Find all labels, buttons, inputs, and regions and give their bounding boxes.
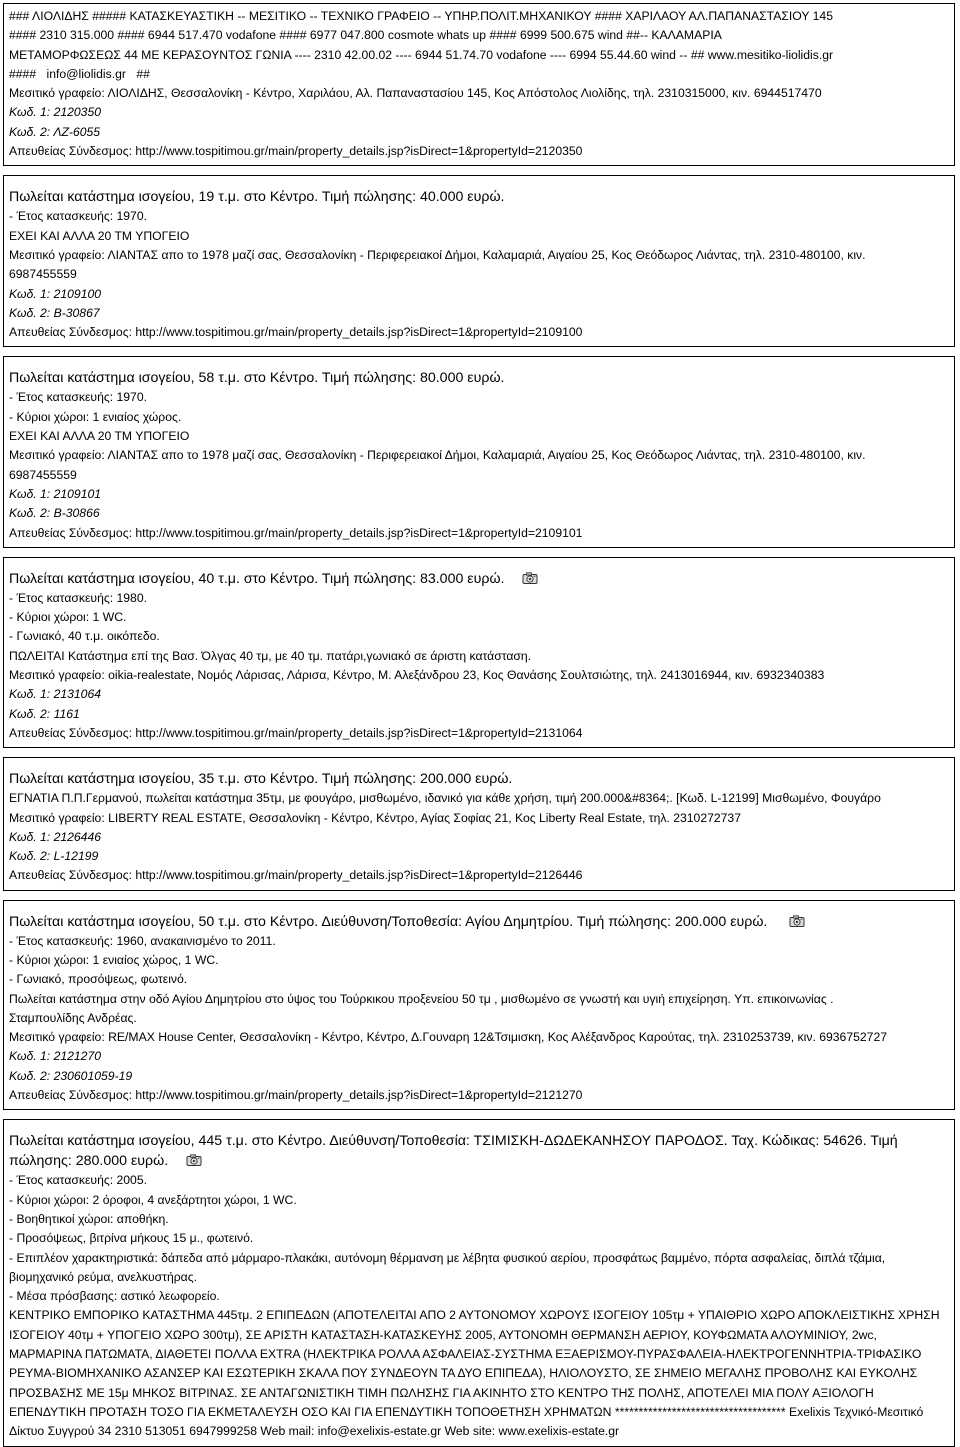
listing-description: ΕΓΝΑΤΙΑ Π.Π.Γερμανού, πωλείται κατάστημα 35τμ, με φουγάρο, μισθωμένο, ιδανικό για κάθε χρήση, τιμή 200.000&#8364;. [Κωδ. L-12199] Μισθωμένο, Φουγάρο bbox=[9, 791, 881, 806]
listing-detail: - Έτος κατασκευής: 1970. bbox=[9, 209, 147, 224]
listing-title: Πωλείται κατάστημα ισογείου, 35 τ.μ. στο Κέντρο. Τιμή πώλησης: 200.000 ευρώ. bbox=[9, 771, 513, 788]
direct-link[interactable]: Απευθείας Σύνδεσμος: http://www.tospitimou.gr/main/property_details.jsp?isDirect=1&propertyId=2109100 bbox=[9, 325, 583, 340]
listing bbox=[3, 1119, 955, 1446]
office-info: Μεσιτικό γραφείο: RE/MAX House Center, Θεσσαλονίκη - Κέντρο, Κέντρο, Δ.Γουναρη 12&Τσιμισκη, Κος Αλέξανδρος Καρούτας, τηλ. 2310253739, κιν. 6936752727 bbox=[9, 1030, 888, 1045]
listing-title: Πωλείται κατάστημα ισογείου, 50 τ.μ. στο Κέντρο. Διεύθυνση/Τοποθεσία: Αγίου Δημητρίου. Τιμή πώλησης: 200.000 ευρώ. bbox=[9, 913, 768, 930]
direct-link[interactable]: Απευθείας Σύνδεσμος: http://www.tospitimou.gr/main/property_details.jsp?isDirect=1&propertyId=2121270 bbox=[9, 1088, 583, 1103]
direct-link[interactable]: Απευθείας Σύνδεσμος: http://www.tospitimou.gr/main/property_details.jsp?isDirect=1&propertyId=2126446 bbox=[9, 868, 583, 883]
header-line: #### 2310 315.000 #### 6944 517.470 vodafone #### 6977 047.800 cosmote whats up #### 6999 500.675 wind ##-- ΚΑΛΑΜΑΡΙΑ bbox=[9, 28, 722, 43]
code-2: Κωδ. 2: ΛΖ-6055 bbox=[9, 124, 101, 139]
code-1: Κωδ. 1: 2126446 bbox=[9, 829, 102, 844]
listing-detail: - Κύριοι χώροι: 2 όροφοι, 4 ανεξάρτητοι χώροι, 1 WC. bbox=[9, 1192, 297, 1207]
document-page bbox=[3, 3, 955, 1447]
header-box bbox=[3, 3, 955, 166]
listing-detail: ΕΧΕΙ ΚΑΙ ΑΛΛΑ 20 ΤΜ ΥΠΟΓΕΙΟ bbox=[9, 429, 190, 444]
header-email-line: #### info@liolidis.gr ## bbox=[9, 66, 150, 81]
direct-link[interactable]: Απευθείας Σύνδεσμος: http://www.tospitimou.gr/main/property_details.jsp?isDirect=1&propertyId=2131064 bbox=[9, 725, 583, 740]
listing-title: Πωλείται κατάστημα ισογείου, 58 τ.μ. στο Κέντρο. Τιμή πώλησης: 80.000 ευρώ. bbox=[9, 370, 505, 387]
listing-detail: - Προσόψεως, βιτρίνα μήκους 15 μ., φωτεινό. bbox=[9, 1231, 254, 1246]
listing bbox=[3, 900, 955, 1111]
listing-detail: - Μέσα πρόσβασης: αστικό λεωφορείο. bbox=[9, 1289, 220, 1304]
office-info: Μεσιτικό γραφείο: ΛΙΟΛΙΔΗΣ, Θεσσαλονίκη - Κέντρο, Χαριλάου, Αλ. Παπαναστασίου 145, Κος Απόστολος Λιολίδης, τηλ. 2310315000, κιν. 6944517470 bbox=[9, 86, 822, 101]
listing bbox=[3, 757, 955, 890]
code-1: Κωδ. 1: 2120350 bbox=[9, 105, 102, 120]
office-info: Μεσιτικό γραφείο: ΛΙΑΝΤΑΣ απο το 1978 μαζί σας, Θεσσαλονίκη - Περιφερειακοί Δήμοι, Καλαμαριά, Αιγαίου 25, Κος Θεόδωρος Λιάντας, τηλ. 2310-480100, κιν. bbox=[9, 247, 866, 262]
listing-title-row bbox=[9, 912, 949, 932]
listing-detail: - Κύριοι χώροι: 1 WC. bbox=[9, 610, 127, 625]
code-1: Κωδ. 1: 2109100 bbox=[9, 286, 102, 301]
listing-detail: - Γωνιακό, 40 τ.μ. οικόπεδο. bbox=[9, 629, 160, 644]
code-1: Κωδ. 1: 2109101 bbox=[9, 486, 102, 501]
listing-title: Πωλείται κατάστημα ισογείου, 19 τ.μ. στο Κέντρο. Τιμή πώλησης: 40.000 ευρώ. bbox=[9, 189, 505, 206]
listing-description: Πωλείται κατάστημα στην οδό Αγίου Δημητρίου στο ύψος του Τούρκικου προξενείου 50 τμ , μισθωμένο σε γνωστή και υγιή επιχείρηση. Υπ. επικοινωνίας . bbox=[9, 991, 834, 1006]
listing-detail: - Έτος κατασκευής: 1980. bbox=[9, 590, 147, 605]
camera-icon[interactable] bbox=[789, 915, 805, 927]
listing-title: Πωλείται κατάστημα ισογείου, 445 τ.μ. στο Κέντρο. Διεύθυνση/Τοποθεσία: ΤΣΙΜΙΣΚΗ-ΔΩΔΕΚΑΝΗΣΟΥ ΠΑΡΟΔΟΣ. Ταχ. Κώδικας: 54626. Τιμή πώλησης: 280.000 ευρώ. bbox=[9, 1133, 898, 1170]
listing-detail: - Κύριοι χώροι: 1 ενιαίος χώρος, 1 WC. bbox=[9, 952, 219, 967]
camera-icon[interactable] bbox=[186, 1154, 202, 1166]
listing-description-cont: Σταμπουλίδης Ανδρέας. bbox=[9, 1010, 137, 1025]
office-info: Μεσιτικό γραφείο: ΛΙΑΝΤΑΣ απο το 1978 μαζί σας, Θεσσαλονίκη - Περιφερειακοί Δήμοι, Καλαμαριά, Αιγαίου 25, Κος Θεόδωρος Λιάντας, τηλ. 2310-480100, κιν. bbox=[9, 448, 866, 463]
listing-title-row bbox=[9, 1131, 949, 1171]
listing bbox=[3, 356, 955, 547]
listing-description: ΠΩΛΕΙΤΑΙ Κατάστημα επί της Βασ. Όλγας 40 τμ, με 40 τμ. πατάρι,γωνιακό σε άριστη κατάσταση. bbox=[9, 648, 532, 663]
listing-description: ΚΕΝΤΡΙΚΟ ΕΜΠΟΡΙΚΟ ΚΑΤΑΣΤΗΜΑ 445τμ. 2 ΕΠΙΠΕΔΩΝ (ΑΠΟΤΕΛΕΙΤΑΙ ΑΠΟ 2 ΑΥΤΟΝΟΜΟΥ ΧΩΡΟΥΣ ΙΣΟΓΕΙΟΥ 105τμ + ΥΠΑΙΘΡΙΟ ΧΩΡΟ ΑΠΟΚΛΕΙΣΤΙΚΗΣ ΧΡΗΣΗ ΙΣΟΓΕΙΟΥ 40τμ + ΥΠΟΓΕΙΟ ΧΩΡΟ 300τμ), ΣΕ ΑΡΙΣΤΗ ΚΑΤΑΣΤΑΣΗ-ΚΑΤΑΣΚΕΥΗΣ 2005, ΑΥΤΟΝΟΜΗ ΘΕΡΜΑΝΣΗ ΑΕΡΙΟΥ, ΚΟΥΦΩΜΑΤΑ ΑΛΟΥΜΙΝΙΟΥ, 2wc, ΜΑΡΜΑΡΙΝΑ ΠΑΤΩΜΑΤΑ, ΔΙΑΘΕΤΕΙ ΠΟΛΛΑ EXTRA (ΗΛΕΚΤΡΙΚΑ ΡΟΛΛΑ ΑΣΦΑΛΕΙΑΣ-ΣΥΣΤΗΜΑ ΕΞΑΕΡΙΣΜΟΥ-ΠΥΡΑΣΦΑΛΕΙΑ-ΗΛΕΚΤΡΟΓΕΝΝΗΤΡΙΑ-ΤΡΙΦΑΣΙΚΟ ΡΕΥΜΑ-ΒΙΟΜΗΧΑΝΙΚΟ ΑΣΑΝΣΕΡ ΚΑΙ ΕΣΩΤΕΡΙΚΗ ΣΚΑΛΑ ΠΟΥ ΣΥΝΔΕΟΥΝ ΤΑ ΔΥΟ ΕΠΙΠΕΔΑ), ΗΛΙΟΛΟΥΣΤΟ, ΣΕ ΣΗΜΕΙΟ ΜΕΓΑΛΗΣ ΠΡΟΒΟΛΗΣ ΚΑΙ ΕΥΚΟΛΗΣ ΠΡΟΣΒΑΣΗΣ ΜΕ 15μ ΜΗΚΟΣ ΒΙΤΡΙΝΑΣ. ΣΕ ΑΝΤΑΓΩΝΙΣΤΙΚΗ ΤΙΜΗ ΠΩΛΗΣΗΣ ΓΙΑ ΑΚΙΝΗΤΟ ΣΤΟ ΚΕΝΤΡΟ ΤΗΣ ΠΟΛΗΣ, ΑΠΟΤΕΛΕΙ ΜΙΑ ΠΟΛΥ ΑΞΙΟΛΟΓΗ ΕΠΕΝΔΥΤΙΚΗ ΠΡΟΤΑΣΗ ΤΟΣΟ ΓΙΑ ΕΚΜΕΤΑΛΕΥΣΗ ΟΣΟ ΚΑΙ ΓΙΑ ΕΠΕΝΔΥΤΙΚΗ ΤΟΠΟΘΕΤΗΣΗ ΧΡΗΜΑΤΩΝ ************************************ Exelixis Τεχνικό-Μεσιτικό Δίκτυο Συγγρού 34 2310 513051 6947999258 Web mail: info@exelixis-estate.gr Web site: www.exelixis-estate.gr bbox=[9, 1308, 940, 1439]
header-line: ### ΛΙΟΛΙΔΗΣ ##### ΚΑΤΑΣΚΕΥΑΣΤΙΚΗ -- ΜΕΣΙΤΙΚΟ -- ΤΕΧΝΙΚΟ ΓΡΑΦΕΙΟ -- ΥΠΗΡ.ΠΟΛΙΤ.ΜΗΧΑΝΙΚΟΥ #### ΧΑΡΙΛΑΟΥ ΑΛ.ΠΑΠΑΝΑΣΤΑΣΙΟΥ 145 bbox=[9, 9, 833, 23]
code-1: Κωδ. 1: 2121270 bbox=[9, 1049, 102, 1064]
listing-detail: ΕΧΕΙ ΚΑΙ ΑΛΛΑ 20 ΤΜ ΥΠΟΓΕΙΟ bbox=[9, 228, 190, 243]
listing-detail: - Έτος κατασκευής: 1970. bbox=[9, 390, 147, 405]
code-2: Κωδ. 2: Β-30866 bbox=[9, 506, 100, 521]
listing-detail: - Βοηθητικοί χώροι: αποθήκη. bbox=[9, 1211, 169, 1226]
office-info-cont: 6987455559 bbox=[9, 267, 77, 282]
code-2: Κωδ. 2: L-12199 bbox=[9, 849, 99, 864]
listing-detail: - Γωνιακό, προσόψεως, φωτεινό. bbox=[9, 972, 188, 987]
code-2: Κωδ. 2: Β-30867 bbox=[9, 305, 100, 320]
direct-link[interactable]: Απευθείας Σύνδεσμος: http://www.tospitimou.gr/main/property_details.jsp?isDirect=1&propertyId=2109101 bbox=[9, 525, 583, 540]
listing-title-row bbox=[9, 569, 949, 589]
listing bbox=[3, 557, 955, 748]
camera-icon[interactable] bbox=[522, 572, 538, 584]
office-info: Μεσιτικό γραφείο: LIBERTY REAL ESTATE, Θεσσαλονίκη - Κέντρο, Κέντρο, Αγίας Σοφίας 21, Κος Liberty Real Estate, τηλ. 2310272737 bbox=[9, 810, 741, 825]
code-2: Κωδ. 2: 230601059-19 bbox=[9, 1068, 133, 1083]
code-1: Κωδ. 1: 2131064 bbox=[9, 687, 102, 702]
listing-detail: - Επιπλέον χαρακτηριστικά: δάπεδα από μάρμαρο-πλακάκι, αυτόνομη θέρμανση με λέβητα φυσικού αερίου, προσφάτως βαμμένο, πόρτα ασφαλείας, διπλά τζάμια, βιομηχανικό ρεύμα, ανελκυστήρας. bbox=[9, 1250, 886, 1284]
office-info-cont: 6987455559 bbox=[9, 467, 77, 482]
office-info: Μεσιτικό γραφείο: oikia-realestate, Νομός Λάρισας, Λάρισα, Κέντρο, Μ. Αλεξάνδρου 23, Κος Θανάσης Σουλτσιώτης, τηλ. 2413016944, κιν. 6932340383 bbox=[9, 668, 825, 683]
listing-detail: - Κύριοι χώροι: 1 ενιαίος χώρος. bbox=[9, 409, 182, 424]
listing-detail: - Έτος κατασκευής: 2005. bbox=[9, 1173, 147, 1188]
direct-link[interactable]: Απευθείας Σύνδεσμος: http://www.tospitimou.gr/main/property_details.jsp?isDirect=1&propertyId=2120350 bbox=[9, 144, 583, 159]
listing bbox=[3, 175, 955, 347]
header-line: ΜΕΤΑΜΟΡΦΩΣΕΩΣ 44 ΜΕ ΚΕΡΑΣΟΥΝΤΟΣ ΓΩΝΙΑ ---- 2310 42.00.02 ---- 6944 51.74.70 vodafone ---- 6994 55.44.60 wind -- ## www.mesitiko-liolidis.gr bbox=[9, 47, 834, 62]
code-2: Κωδ. 2: 1161 bbox=[9, 706, 80, 721]
listing-detail: - Έτος κατασκευής: 1960, ανακαινισμένο το 2011. bbox=[9, 933, 276, 948]
listing-title: Πωλείται κατάστημα ισογείου, 40 τ.μ. στο Κέντρο. Τιμή πώλησης: 83.000 ευρώ. bbox=[9, 570, 505, 587]
